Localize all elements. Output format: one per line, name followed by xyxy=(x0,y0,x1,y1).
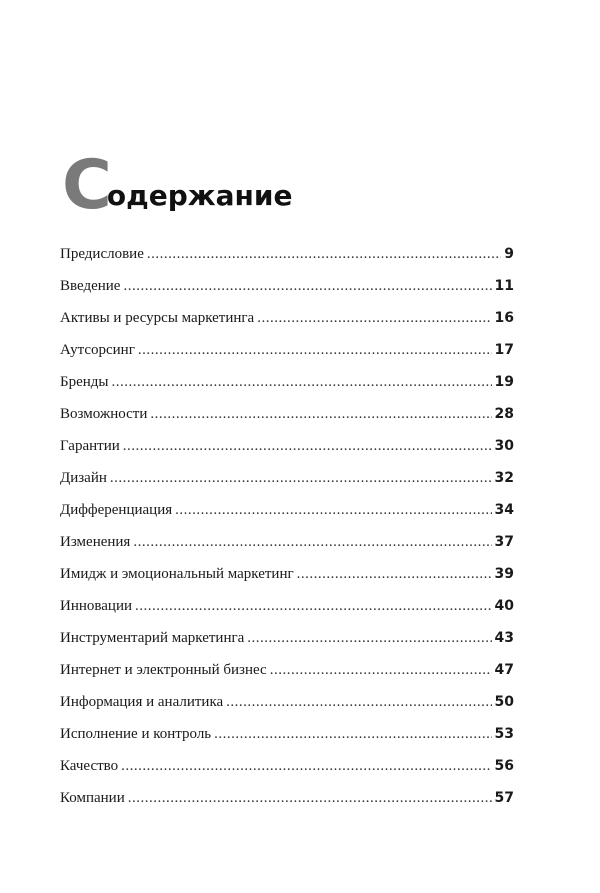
page-title xyxy=(62,146,293,225)
toc-entry[interactable] xyxy=(60,438,514,470)
toc-entry-page: 34 xyxy=(494,502,514,518)
toc-entry[interactable] xyxy=(60,470,514,502)
toc-entry[interactable] xyxy=(60,790,514,822)
toc-entry-title: Возможности xyxy=(60,406,148,422)
toc-entry-page: 53 xyxy=(494,726,514,742)
toc-entry[interactable] xyxy=(60,342,514,374)
toc-entry[interactable] xyxy=(60,310,514,342)
toc-entry[interactable] xyxy=(60,502,514,534)
toc-entry-title: Интернет и электронный бизнес xyxy=(60,662,267,678)
toc-entry-page: 39 xyxy=(494,566,514,582)
dot-leader xyxy=(123,438,492,455)
toc-entry-title: Бренды xyxy=(60,374,109,390)
dot-leader xyxy=(128,790,492,807)
toc-entry-title: Дифференциация xyxy=(60,502,173,518)
dot-leader xyxy=(270,662,492,679)
toc-entry-title: Информация и аналитика xyxy=(60,694,224,710)
title-drop-cap: С xyxy=(62,146,111,225)
toc-entry-page: 32 xyxy=(494,470,514,486)
toc-entry-page: 9 xyxy=(504,246,514,262)
table-of-contents xyxy=(60,246,514,822)
toc-entry[interactable] xyxy=(60,598,514,630)
toc-entry-page: 47 xyxy=(494,662,514,678)
toc-entry-page: 50 xyxy=(494,694,514,710)
toc-entry-title: Изменения xyxy=(60,534,131,550)
dot-leader xyxy=(147,246,501,263)
dot-leader xyxy=(175,502,491,519)
toc-entry-title: Активы и ресурсы маркетинга xyxy=(60,310,255,326)
title-text: одержание xyxy=(106,179,293,212)
toc-entry[interactable] xyxy=(60,246,514,278)
toc-entry[interactable] xyxy=(60,758,514,790)
dot-leader xyxy=(112,374,492,391)
dot-leader xyxy=(138,342,492,359)
toc-entry-title: Введение xyxy=(60,278,121,294)
toc-entry[interactable] xyxy=(60,630,514,662)
toc-entry[interactable] xyxy=(60,726,514,758)
dot-leader xyxy=(247,630,491,647)
dot-leader xyxy=(110,470,492,487)
toc-entry-page: 17 xyxy=(494,342,514,358)
toc-entry[interactable] xyxy=(60,534,514,566)
toc-entry-title: Инновации xyxy=(60,598,133,614)
toc-entry-page: 30 xyxy=(494,438,514,454)
toc-entry-title: Исполнение и контроль xyxy=(60,726,212,742)
toc-entry-title: Качество xyxy=(60,758,119,774)
toc-entry-title: Предисловие xyxy=(60,246,144,262)
dot-leader xyxy=(226,694,491,711)
toc-entry-page: 40 xyxy=(494,598,514,614)
toc-entry-page: 43 xyxy=(494,630,514,646)
toc-entry-title: Дизайн xyxy=(60,470,107,486)
dot-leader xyxy=(150,406,491,423)
toc-entry-title: Имидж и эмоциональный маркетинг xyxy=(60,566,294,582)
dot-leader xyxy=(214,726,491,743)
toc-entry[interactable] xyxy=(60,694,514,726)
dot-leader xyxy=(123,278,491,295)
toc-entry-title: Гарантии xyxy=(60,438,120,454)
toc-entry-title: Инструментарий маркетинга xyxy=(60,630,245,646)
dot-leader xyxy=(257,310,491,327)
toc-entry[interactable] xyxy=(60,406,514,438)
toc-entry[interactable] xyxy=(60,278,514,310)
dot-leader xyxy=(297,566,492,583)
toc-entry-page: 11 xyxy=(494,278,514,294)
toc-entry-page: 28 xyxy=(494,406,514,422)
toc-entry[interactable] xyxy=(60,566,514,598)
dot-leader xyxy=(135,598,492,615)
toc-entry-page: 57 xyxy=(494,790,514,806)
toc-entry[interactable] xyxy=(60,374,514,406)
toc-entry-page: 19 xyxy=(494,374,514,390)
dot-leader xyxy=(121,758,491,775)
toc-entry-title: Аутсорсинг xyxy=(60,342,135,358)
toc-entry-page: 16 xyxy=(494,310,514,326)
toc-entry-title: Компании xyxy=(60,790,125,806)
dot-leader xyxy=(133,534,491,551)
toc-entry[interactable] xyxy=(60,662,514,694)
toc-entry-page: 37 xyxy=(494,534,514,550)
toc-entry-page: 56 xyxy=(494,758,514,774)
